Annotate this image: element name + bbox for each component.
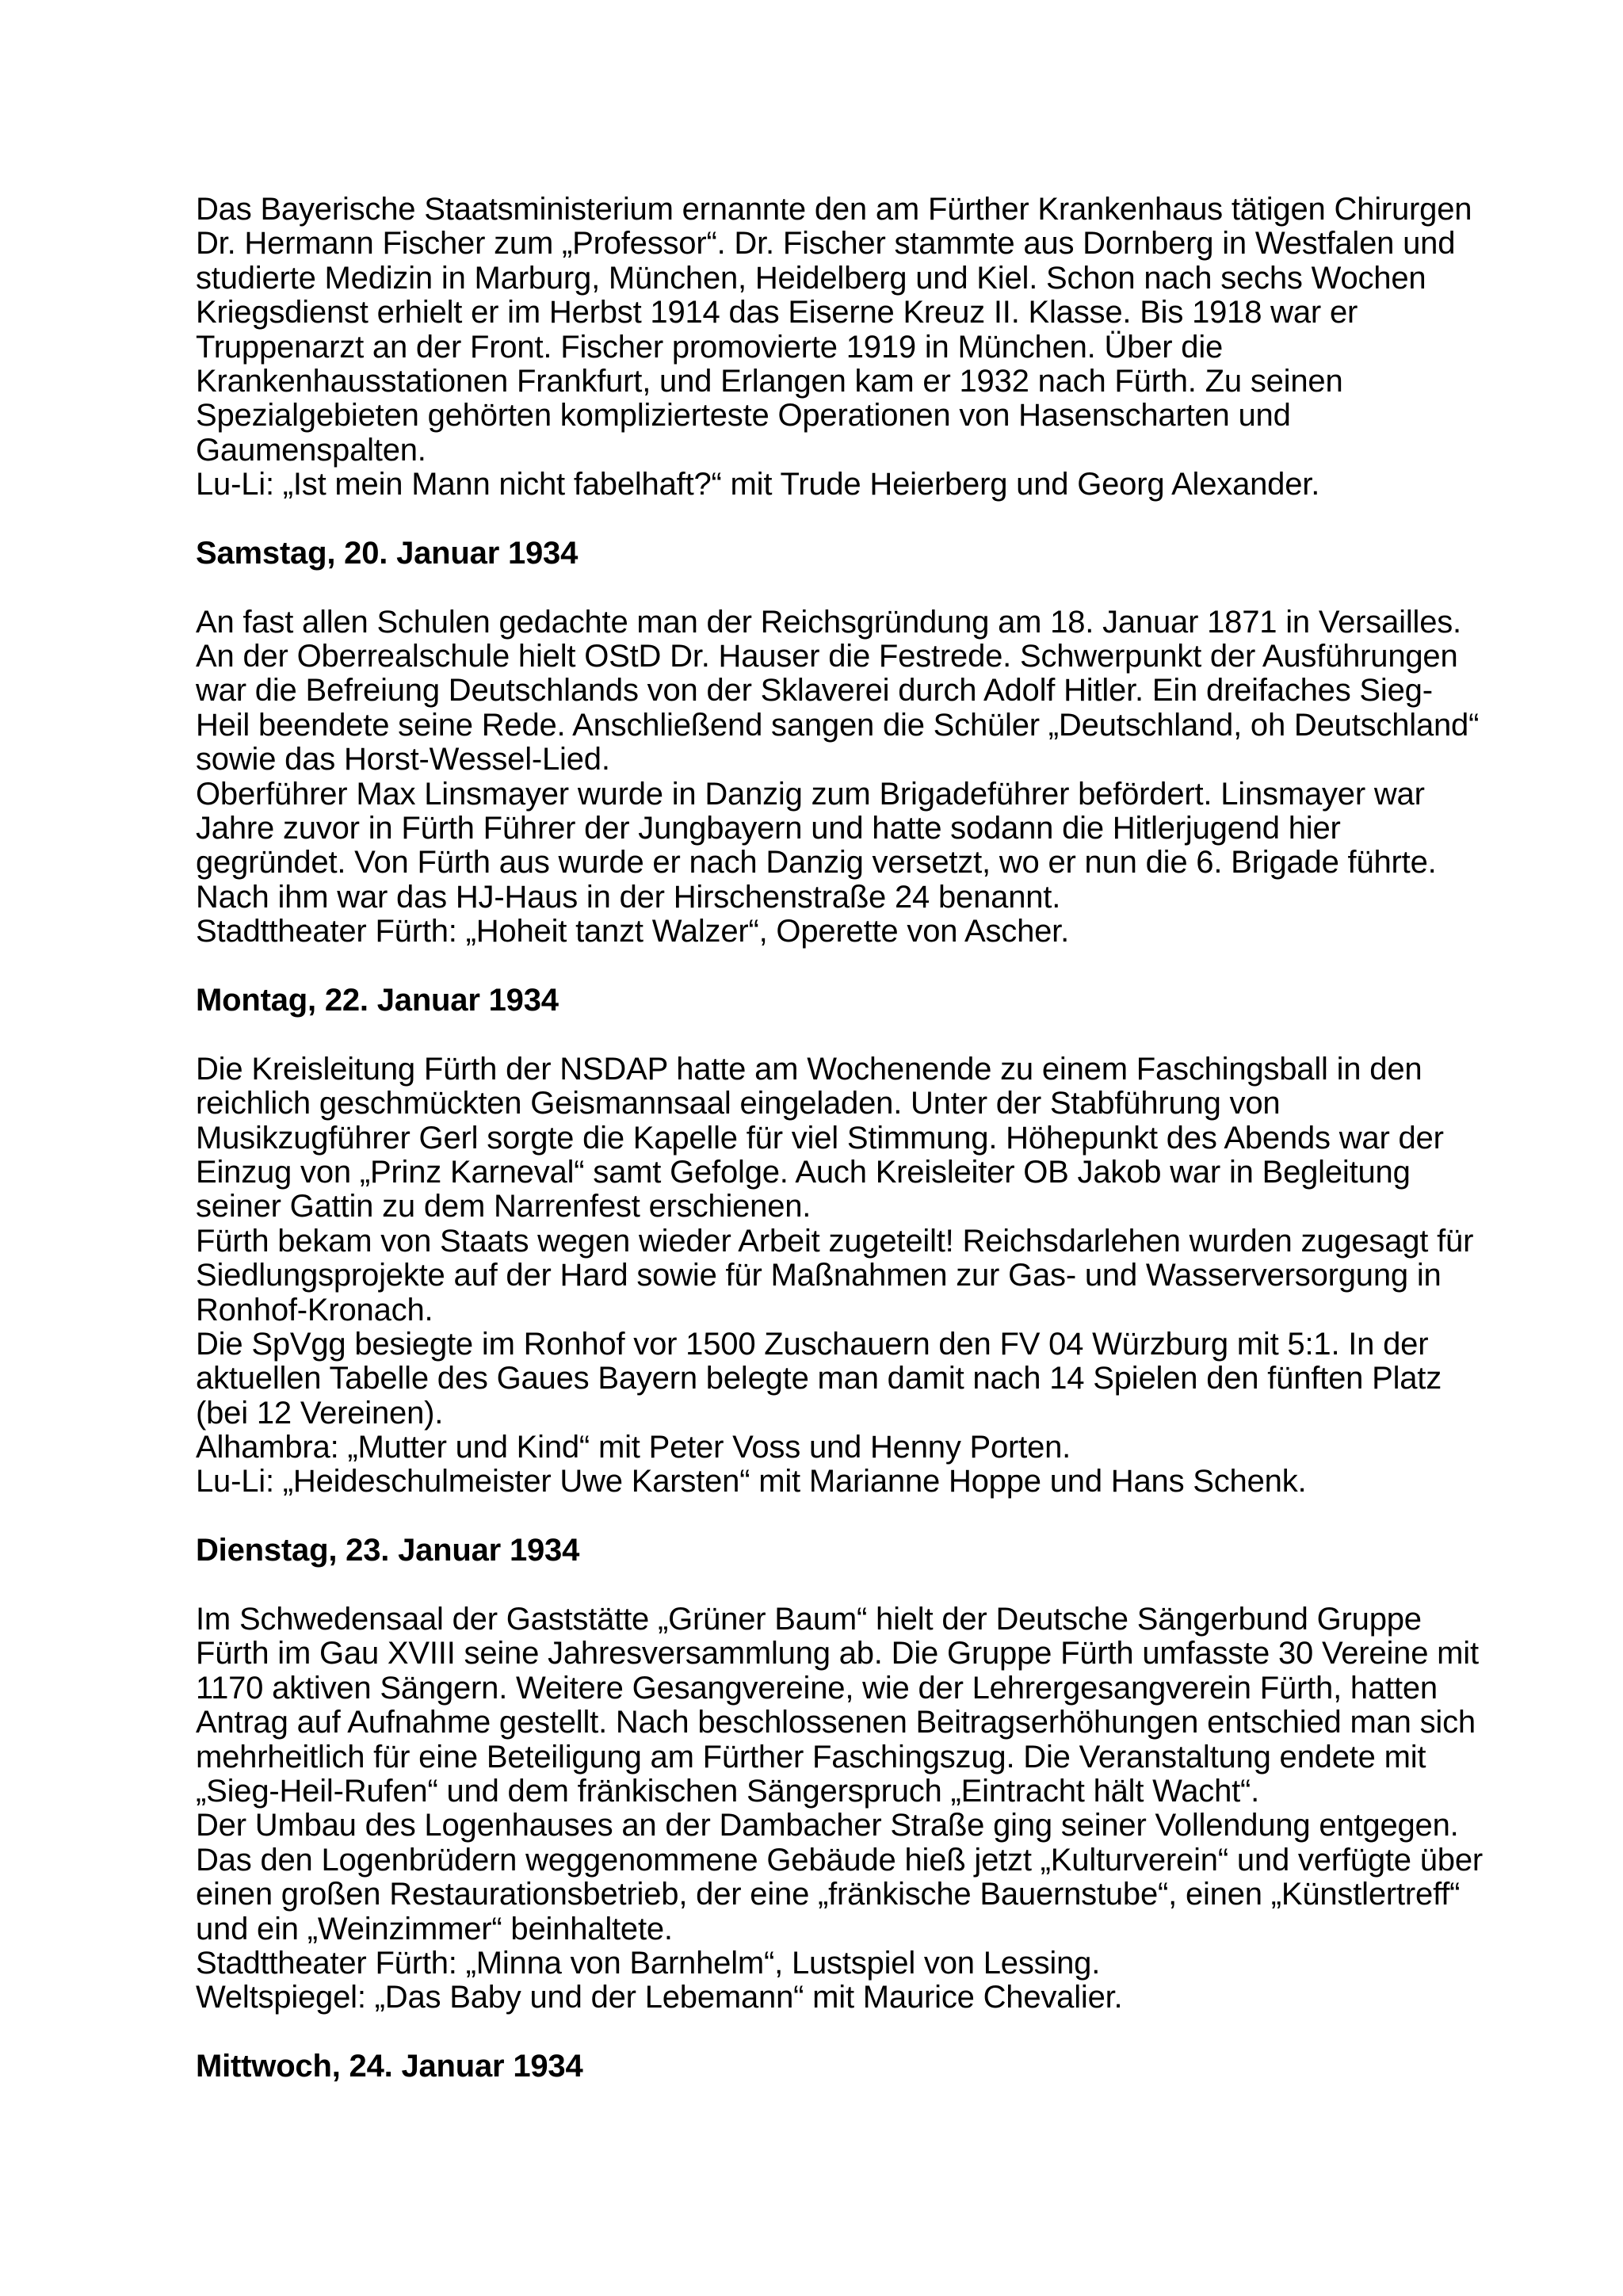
text-line: Kriegsdienst erhielt er im Herbst 1914 das Eiserne Kreuz II. Klasse. Bis 1918 war er bbox=[196, 295, 1358, 330]
date-heading bbox=[196, 2050, 1464, 2084]
text-line: Musikzugführer Gerl sorgte die Kapelle für viel Stimmung. Höhepunkt des Abends war der bbox=[196, 1120, 1444, 1156]
date-heading bbox=[196, 537, 1464, 571]
text-line: Alhambra: „Mutter und Kind“ mit Peter Voss und Henny Porten. bbox=[196, 1430, 1071, 1465]
date-heading bbox=[196, 1534, 1464, 1568]
text-line: Fürth bekam von Staats wegen wieder Arbeit zugeteilt! Reichsdarlehen wurden zugesagt für bbox=[196, 1223, 1474, 1259]
text-line: einen großen Restaurationsbetrieb, der eine „fränkische Bauernstube“, einen „Künstlertreff“ bbox=[196, 1877, 1461, 1912]
text-line: Das Bayerische Staatsministerium ernannte den am Fürther Krankenhaus tätigen Chirurgen bbox=[196, 192, 1472, 227]
text-line: Die SpVgg besiegte im Ronhof vor 1500 Zuschauern den FV 04 Würzburg mit 5:1. In der bbox=[196, 1326, 1429, 1362]
text-line: Nach ihm war das HJ-Haus in der Hirschenstraße 24 benannt. bbox=[196, 879, 1061, 915]
text-line: Ronhof-Kronach. bbox=[196, 1292, 433, 1328]
document-text bbox=[196, 192, 1484, 2084]
text-line: sowie das Horst-Wessel-Lied. bbox=[196, 742, 610, 777]
text-line: (bei 12 Vereinen). bbox=[196, 1395, 444, 1431]
paragraph bbox=[196, 1602, 1484, 2015]
text-line: „Sieg-Heil-Rufen“ und dem fränkischen Sängerspruch „Eintracht hält Wacht“. bbox=[196, 1773, 1260, 1809]
text-line: Fürth im Gau XVIII seine Jahresversammlung ab. Die Gruppe Fürth umfasste 30 Vereine mit bbox=[196, 1636, 1479, 1671]
text-line: mehrheitlich für eine Beteiligung am Fürther Faschingszug. Die Veranstaltung endete mit bbox=[196, 1739, 1426, 1775]
text-line: Krankenhausstationen Frankfurt, und Erlangen kam er 1932 nach Fürth. Zu seinen bbox=[196, 363, 1343, 399]
text-line: Dr. Hermann Fischer zum „Professor“. Dr. Fischer stammte aus Dornberg in Westfalen und bbox=[196, 226, 1456, 262]
text-line: Der Umbau des Logenhauses an der Dambacher Straße ging seiner Vollendung entgegen. bbox=[196, 1808, 1459, 1843]
heading-text: Mittwoch, 24. Januar 1934 bbox=[196, 2049, 583, 2084]
text-line: Siedlungsprojekte auf der Hard sowie für Maßnahmen zur Gas- und Wasserversorgung in bbox=[196, 1258, 1442, 1293]
text-line: An fast allen Schulen gedachte man der Reichsgründung am 18. Januar 1871 in Versailles. bbox=[196, 604, 1461, 640]
text-line: Gaumenspalten. bbox=[196, 432, 426, 468]
text-line: Einzug von „Prinz Karneval“ samt Gefolge. Auch Kreisleiter OB Jakob war in Begleitung bbox=[196, 1154, 1411, 1190]
date-heading bbox=[196, 984, 1464, 1018]
text-line: Spezialgebieten gehörten komplizierteste Operationen von Hasenscharten und bbox=[196, 398, 1291, 434]
text-line: Jahre zuvor in Fürth Führer der Jungbayern und hatte sodann die Hitlerjugend hier bbox=[196, 811, 1341, 846]
text-line: Weltspiegel: „Das Baby und der Lebemann“ mit Maurice Chevalier. bbox=[196, 1980, 1123, 2015]
text-line: 1170 aktiven Sängern. Weitere Gesangvereine, wie der Lehrergesangverein Fürth, hatten bbox=[196, 1670, 1438, 1706]
text-line: reichlich geschmückten Geismannsaal eingeladen. Unter der Stabführung von bbox=[196, 1086, 1281, 1121]
text-line: Oberführer Max Linsmayer wurde in Danzig zum Brigadeführer befördert. Linsmayer war bbox=[196, 776, 1425, 812]
heading-text: Samstag, 20. Januar 1934 bbox=[196, 535, 579, 571]
text-line: Die Kreisleitung Fürth der NSDAP hatte am Wochenende zu einem Faschingsball in den bbox=[196, 1051, 1423, 1087]
text-line: gegründet. Von Fürth aus wurde er nach Danzig versetzt, wo er nun die 6. Brigade führte. bbox=[196, 845, 1437, 881]
text-line: Stadttheater Fürth: „Hoheit tanzt Walzer“, Operette von Ascher. bbox=[196, 914, 1069, 949]
text-line: Stadttheater Fürth: „Minna von Barnhelm“, Lustspiel von Lessing. bbox=[196, 1945, 1101, 1981]
text-line: Das den Logenbrüdern weggenommene Gebäude hieß jetzt „Kulturverein“ und verfügte über bbox=[196, 1842, 1484, 1878]
text-line: studierte Medizin in Marburg, München, Heidelberg und Kiel. Schon nach sechs Wochen bbox=[196, 260, 1426, 296]
text-line: Im Schwedensaal der Gaststätte „Grüner Baum“ hielt der Deutsche Sängerbund Gruppe bbox=[196, 1602, 1422, 1637]
paragraph bbox=[196, 604, 1480, 949]
text-line: Antrag auf Aufnahme gestellt. Nach beschlossenen Beitragserhöhungen entschied man sich bbox=[196, 1705, 1476, 1740]
text-line: Heil beendete seine Rede. Anschließend sangen die Schüler „Deutschland, oh Deutschland“ bbox=[196, 707, 1480, 743]
heading-text: Dienstag, 23. Januar 1934 bbox=[196, 1533, 580, 1568]
text-line: Lu-Li: „Ist mein Mann nicht fabelhaft?“ mit Trude Heierberg und Georg Alexander. bbox=[196, 467, 1320, 502]
text-line: und ein „Weinzimmer“ beinhaltete. bbox=[196, 1911, 673, 1946]
heading-text: Montag, 22. Januar 1934 bbox=[196, 982, 559, 1018]
text-line: An der Oberrealschule hielt OStD Dr. Hauser die Festrede. Schwerpunkt der Ausführungen bbox=[196, 639, 1458, 674]
text-line: aktuellen Tabelle des Gaues Bayern belegte man damit nach 14 Spielen den fünften Platz bbox=[196, 1361, 1442, 1396]
paragraph bbox=[196, 192, 1472, 502]
paragraph bbox=[196, 1051, 1474, 1499]
text-line: Truppenarzt an der Front. Fischer promovierte 1919 in München. Über die bbox=[196, 329, 1224, 365]
text-line: war die Befreiung Deutschlands von der Sklaverei durch Adolf Hitler. Ein dreifaches Sieg- bbox=[196, 673, 1433, 709]
text-line: Lu-Li: „Heideschulmeister Uwe Karsten“ mit Marianne Hoppe und Hans Schenk. bbox=[196, 1464, 1307, 1499]
text-line: seiner Gattin zu dem Narrenfest erschienen. bbox=[196, 1189, 812, 1224]
